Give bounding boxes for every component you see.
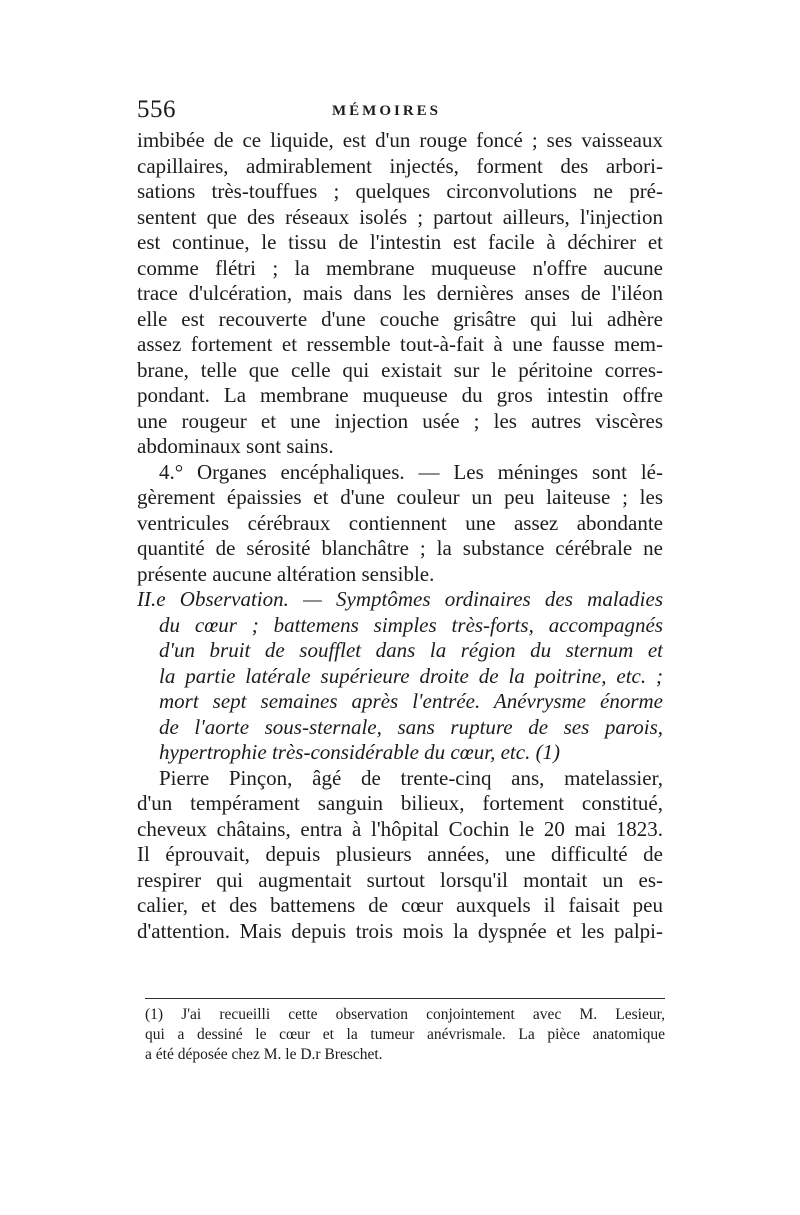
text-line: trace d'ulcération, mais dans les dernières anses de l'iléon [137,281,663,305]
observation-title-line: mort sept semaines après l'entrée. Anévrysme énorme [159,689,663,713]
text-line: comme flétri ; la membrane muqueuse n'offre aucune [137,255,663,280]
footnote-line: qui a dessiné le cœur et la tumeur anévrismale. La pièce anatomique [145,1026,665,1043]
text-line: imbibée de ce liquide, est d'un rouge foncé ; ses vaisseaux [137,128,663,152]
observation-title-line: II.e Observation. — Symptômes ordinaires des maladies [137,587,663,611]
text-line: abdominaux sont sains. [137,434,334,458]
text-line: cheveux châtains, entra à l'hôpital Cochin le 20 mai 1823. [137,816,663,841]
text-line: quantité de sérosité blanchâtre ; la substance cérébrale ne [137,536,663,560]
text-line: présente aucune altération sensible. [137,561,435,586]
text-line: respirer qui augmentait surtout lorsqu'il montait un es- [137,867,663,892]
text-line: Il éprouvait, depuis plusieurs années, une difficulté de [137,842,663,866]
observation-title-line: la partie latérale supérieure droite de la poitrine, etc. ; [159,663,663,688]
text-line: calier, et des battemens de cœur auxquels il faisait peu [137,893,663,917]
text-line: brane, telle que celle qui existait sur le péritoine corres- [137,357,663,382]
text-line: d'attention. Mais depuis trois mois la dyspnée et les palpi- [137,918,663,943]
observation-title-line: hypertrophie très-considérable du cœur, etc. (1) [159,740,561,764]
text-line: une rougeur et une injection usée ; les autres viscères [137,408,663,433]
page-number: 556 [137,96,176,123]
text-line: sations très-touffues ; quelques circonvolutions ne pré- [137,179,663,203]
footnote [145,1005,665,1065]
footnote-line: (1) J'ai recueilli cette observation conjointement avec M. Lesieur, [145,1006,665,1023]
text-line: ventricules cérébraux contiennent une assez abondante [137,510,663,535]
running-title: MÉMOIRES [332,103,442,119]
footnote-line: a été déposée chez M. le D.r Breschet. [145,1046,383,1063]
text-line: elle est recouverte d'une couche grisâtre qui lui adhère [137,306,663,331]
observation-title-line: du cœur ; battemens simples très-forts, accompagnés [159,612,663,637]
text-line: est continue, le tissu de l'intestin est facile à déchirer et [137,230,663,254]
text-line: gèrement épaissies et d'une couleur un peu laiteuse ; les [137,485,663,509]
page-header [137,94,667,128]
observation-title-line: d'un bruit de soufflet dans la région du sternum et [159,638,663,662]
observation-title-line: de l'aorte sous-sternale, sans rupture de ses parois, [159,714,663,739]
text-line: Pierre Pinçon, âgé de trente-cinq ans, matelassier, [159,765,663,790]
text-line: assez fortement et ressemble tout-à-fait à une fausse mem- [137,332,663,356]
text-line: pondant. La membrane muqueuse du gros intestin offre [137,383,663,407]
text-line: d'un tempérament sanguin bilieux, fortement constitué, [137,791,663,815]
text-line: sentent que des réseaux isolés ; partout ailleurs, l'injection [137,204,663,229]
text-line: capillaires, admirablement injectés, forment des arbori- [137,153,663,178]
section-heading-line: 4.° Organes encéphaliques. — Les méninges sont lé- [159,459,663,484]
body-text [137,128,663,944]
footnote-divider [145,998,665,999]
